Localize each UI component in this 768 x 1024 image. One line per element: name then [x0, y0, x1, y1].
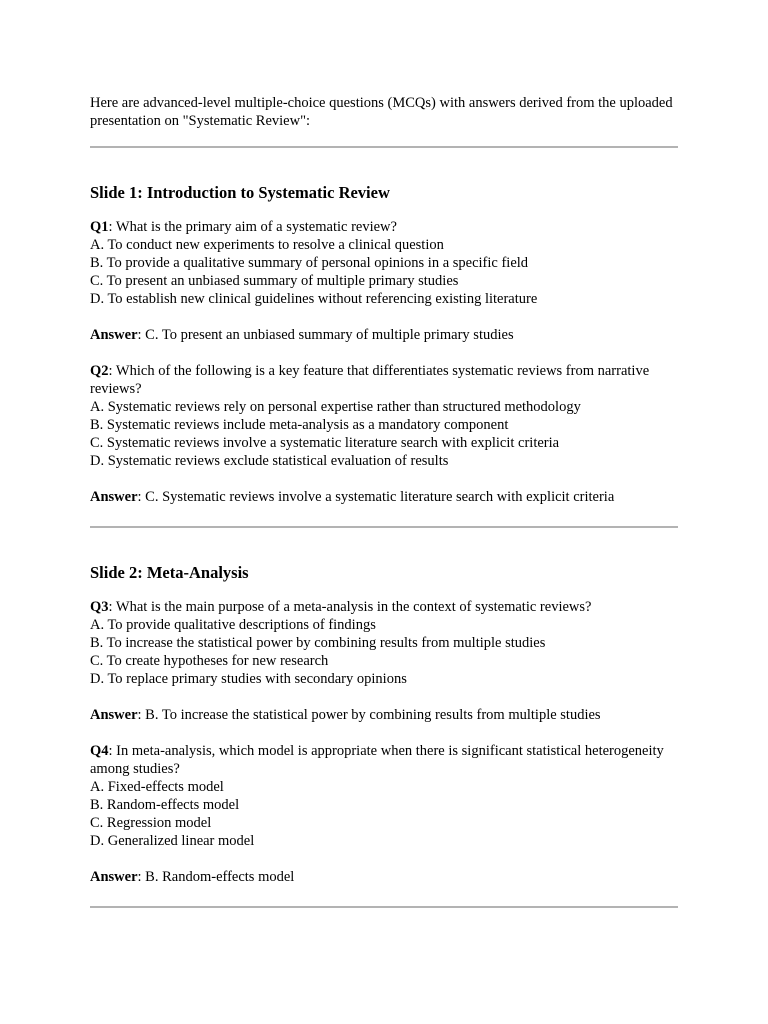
question-text [90, 742, 678, 778]
answer-line [90, 868, 678, 886]
question-body: : What is the main purpose of a meta-analysis in the context of systematic reviews? [108, 599, 592, 615]
option-c: C. Systematic reviews involve a systematic literature search with explicit criteria [90, 435, 560, 451]
option-b: B. To increase the statistical power by combining results from multiple studies [90, 635, 546, 651]
option-b: B. To provide a qualitative summary of personal opinions in a specific field [90, 255, 529, 271]
option-d: D. To establish new clinical guidelines without referencing existing literature [90, 291, 538, 307]
horizontal-rule [90, 906, 678, 908]
question-text [90, 218, 678, 236]
question-block-q2 [90, 362, 678, 506]
question-body: : Which of the following is a key feature that differentiates systematic reviews from narrative reviews? [90, 363, 650, 397]
option-d: D. To replace primary studies with secondary opinions [90, 671, 407, 687]
question-label: Q1 [90, 219, 109, 235]
answer-body: : B. To increase the statistical power by combining results from multiple studies [137, 707, 601, 723]
answer-body: : B. Random-effects model [137, 869, 295, 885]
question-block-q4 [90, 742, 678, 886]
section-title: Slide 2: Meta-Analysis [90, 563, 249, 582]
option-d: D. Systematic reviews exclude statistical evaluation of results [90, 453, 449, 469]
answer-label: Answer [90, 327, 138, 343]
answer-body: : C. To present an unbiased summary of multiple primary studies [137, 327, 514, 343]
option-a: A. Systematic reviews rely on personal expertise rather than structured methodology [90, 399, 581, 415]
question-block-q3 [90, 598, 678, 724]
horizontal-rule [90, 146, 678, 148]
answer-label: Answer [90, 707, 138, 723]
option-c: C. To create hypotheses for new research [90, 653, 329, 669]
section-title: Slide 1: Introduction to Systematic Review [90, 183, 390, 202]
answer-label: Answer [90, 869, 138, 885]
answer-line [90, 326, 678, 344]
option-b: B. Random-effects model [90, 797, 240, 813]
option-c: C. Regression model [90, 815, 212, 831]
question-label: Q2 [90, 363, 109, 379]
intro-paragraph: Here are advanced-level multiple-choice questions (MCQs) with answers derived from the uploaded presentation on "Systematic Review": [90, 95, 673, 129]
option-b: B. Systematic reviews include meta-analysis as a mandatory component [90, 417, 509, 433]
question-label: Q3 [90, 599, 109, 615]
section-slide-1 [90, 183, 678, 506]
answer-body: : C. Systematic reviews involve a systematic literature search with explicit criteria [137, 489, 615, 505]
answer-line [90, 706, 678, 724]
question-text [90, 362, 678, 398]
question-body: : What is the primary aim of a systematic review? [108, 219, 397, 235]
section-slide-2 [90, 563, 678, 886]
option-a: A. To conduct new experiments to resolve a clinical question [90, 237, 444, 253]
option-d: D. Generalized linear model [90, 833, 255, 849]
answer-label: Answer [90, 489, 138, 505]
horizontal-rule [90, 526, 678, 528]
question-label: Q4 [90, 743, 109, 759]
option-a: A. Fixed-effects model [90, 779, 224, 795]
question-text [90, 598, 678, 616]
question-block-q1 [90, 218, 678, 344]
question-body: : In meta-analysis, which model is appropriate when there is significant statistical heterogeneity among studies? [90, 743, 664, 777]
option-a: A. To provide qualitative descriptions of findings [90, 617, 376, 633]
option-c: C. To present an unbiased summary of multiple primary studies [90, 273, 459, 289]
answer-line [90, 488, 678, 506]
